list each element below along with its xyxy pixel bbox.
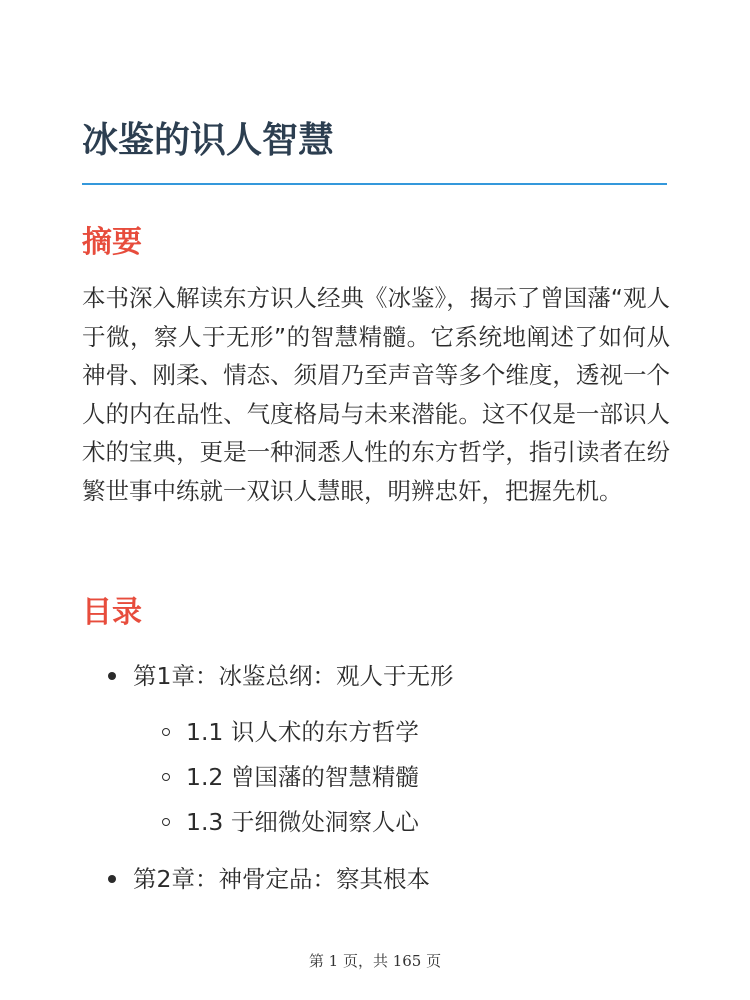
toc-heading: 目录 bbox=[82, 595, 142, 630]
abstract-text: 本书深入解读东方识人经典《冰鉴》，揭示了曾国藩“观人于微，察人于无形”的智慧精髓。它系统地阐述了如何从神骨、刚柔、情态、须眉乃至声音等多个维度，透视一个人的内在品性、气度格局与未来潜能。这不仅是一部识人术的宝典，更是一种洞悉人性的东方哲学，指引读者在纷繁世事中练就一双识人慧眼，明辨忠奸，把握先机。 bbox=[82, 284, 670, 505]
toc-section-1-2[interactable] bbox=[162, 759, 419, 795]
toc-section-1-3-label: 1.3 于细微处洞察人心 bbox=[186, 808, 419, 836]
toc-chapter-2-label: 第2章：神骨定品：察其根本 bbox=[133, 865, 430, 893]
bullet-circle-icon bbox=[162, 818, 170, 826]
toc-section-1-3[interactable] bbox=[162, 804, 419, 840]
document-title: 冰鉴的识人智慧 bbox=[82, 120, 335, 161]
toc-section-1-2-label: 1.2 曾国藩的智慧精髓 bbox=[186, 763, 419, 791]
abstract-heading: 摘要 bbox=[82, 225, 142, 260]
toc-chapter-1-label: 第1章：冰鉴总纲：观人于无形 bbox=[133, 662, 454, 690]
title-divider bbox=[82, 183, 667, 185]
toc-section-1-1[interactable] bbox=[162, 714, 419, 750]
bullet-circle-icon bbox=[162, 728, 170, 736]
toc-chapter-1[interactable] bbox=[108, 658, 453, 694]
bullet-disc-icon bbox=[108, 672, 116, 680]
bullet-circle-icon bbox=[162, 773, 170, 781]
bullet-disc-icon bbox=[108, 875, 116, 883]
toc-chapter-2[interactable] bbox=[108, 861, 430, 897]
page-footer: 第 1 页，共 165 页 bbox=[308, 952, 442, 970]
toc-section-1-1-label: 1.1 识人术的东方哲学 bbox=[186, 718, 419, 746]
